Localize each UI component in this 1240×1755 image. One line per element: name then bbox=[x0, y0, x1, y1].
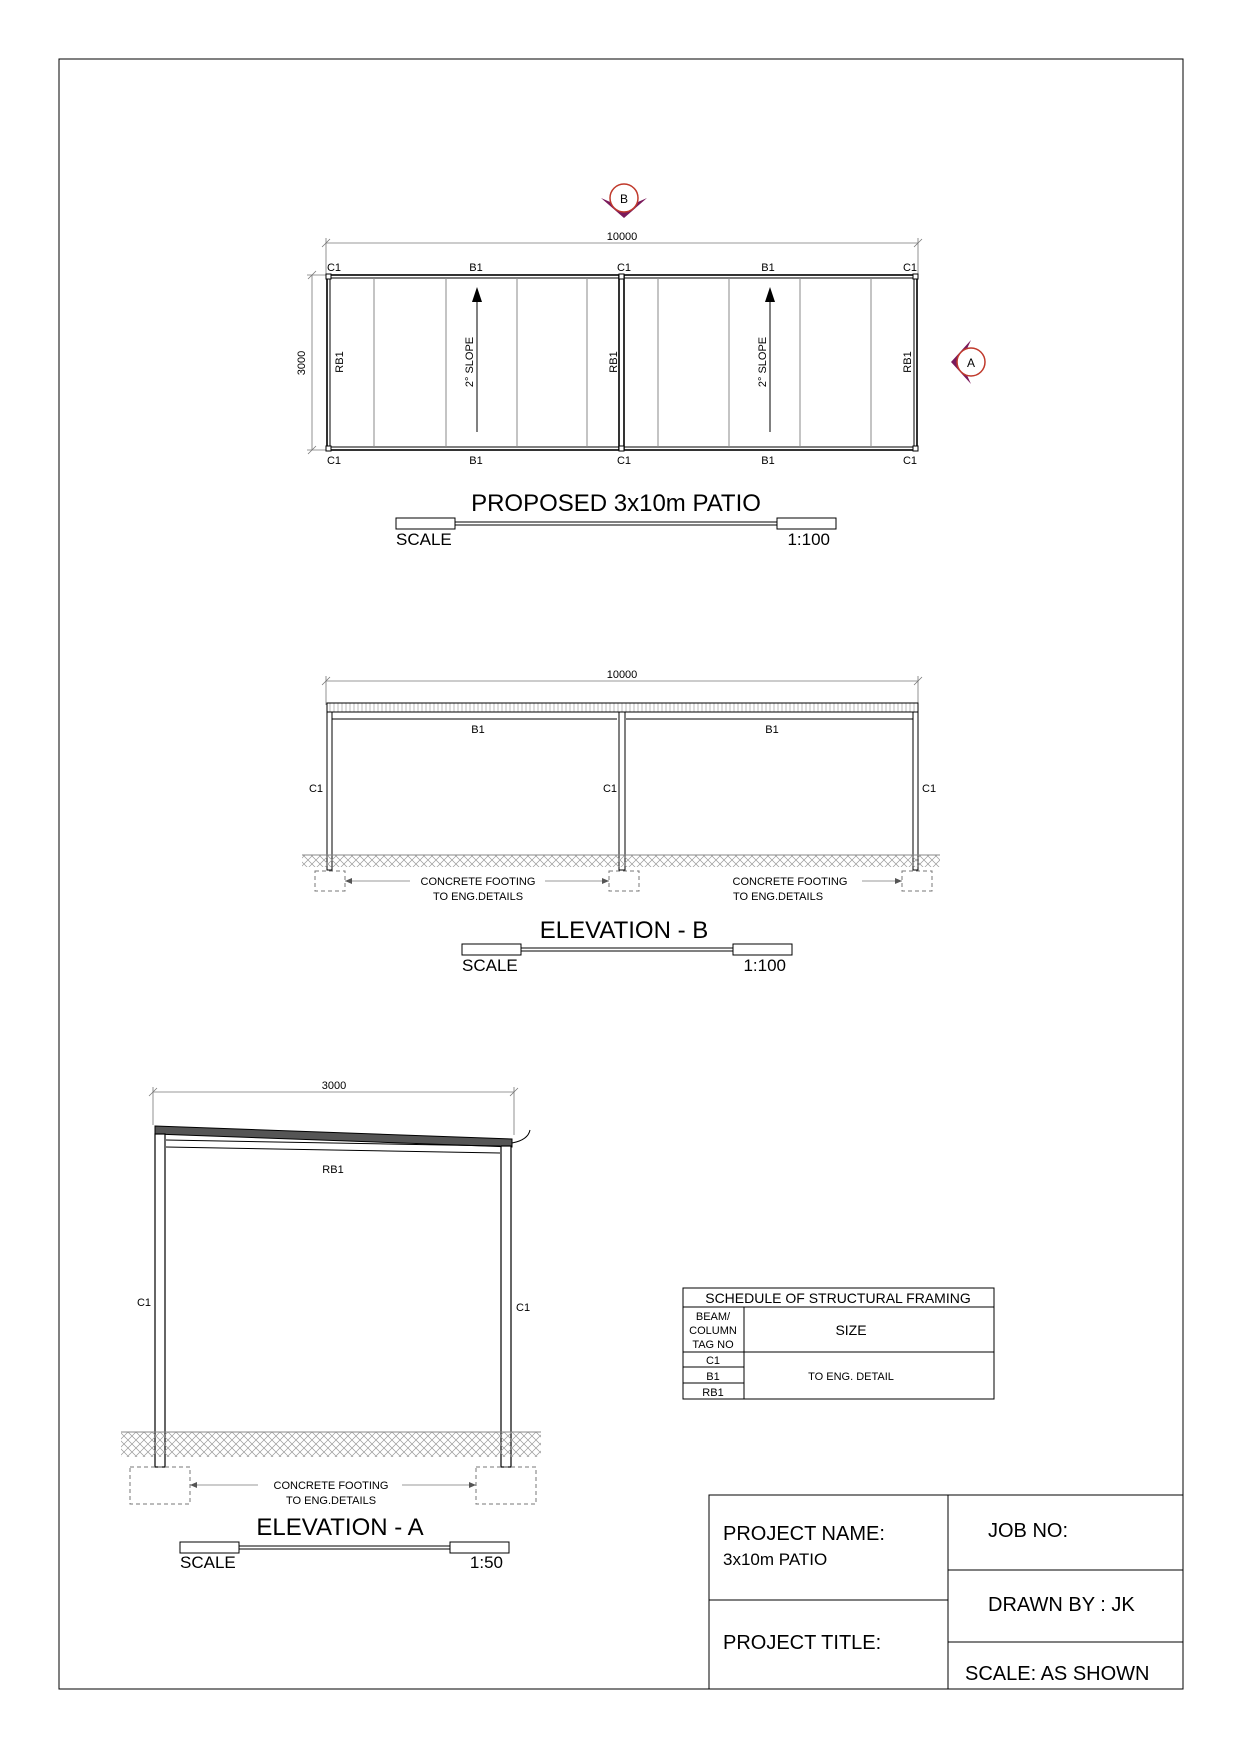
section-marker-a bbox=[951, 340, 985, 384]
elev-b-dim-length: 10000 bbox=[606, 669, 638, 681]
elevation-a-view bbox=[121, 1080, 541, 1572]
elev-a-tag-c1-left: C1 bbox=[136, 1297, 151, 1309]
project-title-label: PROJECT TITLE: bbox=[723, 1632, 882, 1654]
plan-title: PROPOSED 3x10m PATIO bbox=[471, 490, 761, 517]
plan-tag-c1-tm: C1 bbox=[616, 262, 632, 274]
elev-a-ground bbox=[121, 1432, 541, 1457]
elev-b-tag-c1-right: C1 bbox=[922, 783, 937, 795]
elev-b-ground bbox=[302, 855, 940, 867]
elev-b-tag-b1-left: B1 bbox=[471, 724, 485, 736]
elev-a-tag-c1-right: C1 bbox=[516, 1302, 531, 1314]
elevation-b-view bbox=[302, 669, 940, 975]
plan-scale-label: SCALE bbox=[396, 530, 452, 549]
plan-tag-rb1-right: RB1 bbox=[902, 351, 914, 373]
plan-scale-value: 1:100 bbox=[787, 530, 830, 549]
elev-b-scale-label: SCALE bbox=[462, 956, 518, 975]
plan-tag-c1-bl: C1 bbox=[326, 455, 342, 467]
elev-b-scale-value: 1:100 bbox=[743, 956, 786, 975]
elev-a-column-right bbox=[501, 1146, 511, 1467]
job-no-label: JOB NO: bbox=[988, 1520, 1069, 1542]
elev-a-scale-value: 1:50 bbox=[469, 1553, 503, 1572]
plan-tag-rb1-mid: RB1 bbox=[608, 351, 620, 373]
schedule-col-header-3: TAG NO bbox=[692, 1339, 734, 1351]
plan-tag-b1-tl: B1 bbox=[469, 262, 483, 274]
plan-view bbox=[296, 184, 985, 549]
elev-b-footing-right bbox=[902, 871, 932, 891]
plan-tag-b1-br: B1 bbox=[761, 455, 775, 467]
elev-b-column-left bbox=[327, 712, 332, 870]
elev-b-footing-note-left-2: TO ENG.DETAILS bbox=[432, 891, 524, 903]
elev-a-roof bbox=[155, 1126, 512, 1147]
schedule-table bbox=[683, 1288, 994, 1399]
elev-b-column-right bbox=[913, 712, 918, 870]
schedule-row-c1: C1 bbox=[705, 1355, 721, 1367]
elev-b-footing-left bbox=[315, 871, 345, 891]
elev-b-footing-note-left-1: CONCRETE FOOTING bbox=[420, 876, 536, 888]
elev-b-tag-c1-mid: C1 bbox=[602, 783, 617, 795]
elev-b-tag-c1-left: C1 bbox=[308, 783, 323, 795]
schedule-size-header: SIZE bbox=[835, 1322, 867, 1338]
drawn-by: DRAWN BY : JK bbox=[988, 1594, 1135, 1616]
plan-tag-b1-tr: B1 bbox=[761, 262, 775, 274]
plan-dim-length: 10000 bbox=[606, 231, 638, 243]
schedule-row-b1: B1 bbox=[706, 1371, 720, 1383]
schedule-col-header-1: BEAM/ bbox=[695, 1311, 731, 1323]
schedule-row-rb1: RB1 bbox=[702, 1387, 724, 1399]
project-name-label: PROJECT NAME: bbox=[723, 1523, 885, 1545]
marker-b-label: B bbox=[619, 192, 629, 206]
project-name-value: 3x10m PATIO bbox=[723, 1550, 828, 1569]
section-marker-b bbox=[601, 184, 647, 218]
elev-b-title: ELEVATION - B bbox=[539, 917, 709, 944]
elev-b-scale-bar bbox=[733, 944, 792, 955]
elev-a-footing-note-1: CONCRETE FOOTING bbox=[273, 1480, 389, 1492]
elev-a-scale-bar bbox=[450, 1542, 509, 1553]
plan-slope-left: 2° SLOPE bbox=[464, 336, 476, 388]
elev-a-footing-note-2: TO ENG.DETAILS bbox=[285, 1495, 377, 1507]
elev-a-scale-label: SCALE bbox=[180, 1553, 236, 1572]
elev-b-roof bbox=[327, 703, 918, 712]
plan-dim-width: 3000 bbox=[296, 350, 308, 376]
elev-b-column-mid bbox=[619, 712, 625, 870]
title-block bbox=[709, 1495, 1183, 1689]
schedule-col-header-2: COLUMN bbox=[689, 1325, 737, 1337]
schedule-title: SCHEDULE OF STRUCTURAL FRAMING bbox=[705, 1290, 971, 1306]
schedule-size-value: TO ENG. DETAIL bbox=[808, 1371, 894, 1383]
scale-as-shown: SCALE: AS SHOWN bbox=[965, 1663, 1150, 1685]
plan-tag-c1-br: C1 bbox=[902, 455, 918, 467]
elev-b-footing-note-right-2: TO ENG.DETAILS bbox=[732, 891, 824, 903]
elev-a-footing-left bbox=[130, 1467, 190, 1504]
plan-outline bbox=[327, 275, 917, 450]
elev-a-title: ELEVATION - A bbox=[256, 1514, 424, 1541]
plan-tag-rb1-left: RB1 bbox=[334, 351, 346, 373]
elev-b-footing-mid bbox=[609, 871, 639, 891]
elev-b-tag-b1-right: B1 bbox=[765, 724, 779, 736]
plan-scale-bar bbox=[777, 518, 836, 529]
elev-a-footing-right bbox=[476, 1467, 536, 1504]
plan-tag-c1-tr: C1 bbox=[902, 262, 918, 274]
plan-tag-c1-tl: C1 bbox=[326, 262, 342, 274]
marker-a-label: A bbox=[966, 356, 976, 370]
elev-a-tag-rb1: RB1 bbox=[322, 1164, 344, 1176]
plan-tag-b1-bl: B1 bbox=[469, 455, 483, 467]
plan-slope-right: 2° SLOPE bbox=[757, 336, 769, 388]
elev-a-dim-width: 3000 bbox=[321, 1080, 347, 1092]
elev-a-column-left bbox=[155, 1134, 165, 1467]
plan-tag-c1-bm: C1 bbox=[616, 455, 632, 467]
elev-b-footing-note-right-1: CONCRETE FOOTING bbox=[732, 876, 848, 888]
